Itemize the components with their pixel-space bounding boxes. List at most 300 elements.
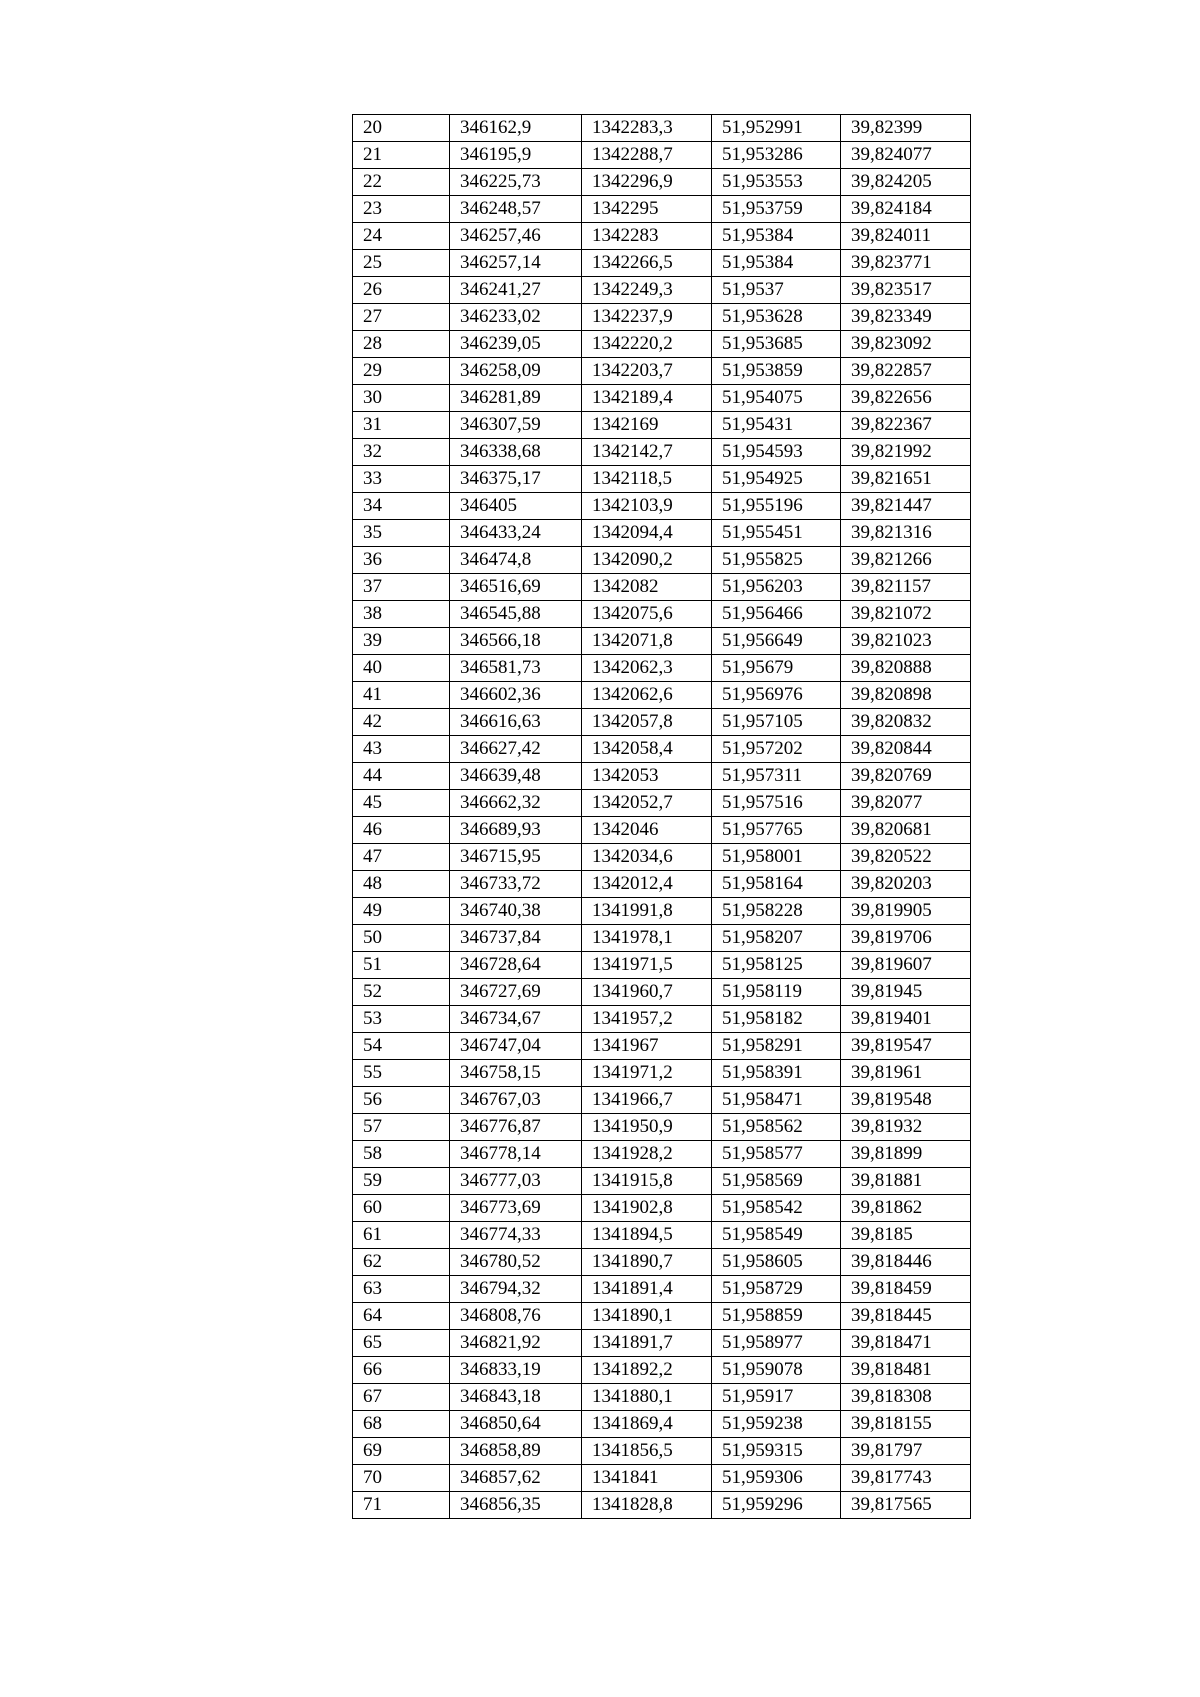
x-coordinate-cell: 346740,38	[450, 898, 582, 925]
y-coordinate-cell: 1341966,7	[582, 1087, 712, 1114]
point-number-cell: 50	[353, 925, 450, 952]
longitude-cell: 39,819547	[841, 1033, 971, 1060]
longitude-cell: 39,822857	[841, 358, 971, 385]
point-number-cell: 43	[353, 736, 450, 763]
y-coordinate-cell: 1342103,9	[582, 493, 712, 520]
longitude-cell: 39,818481	[841, 1357, 971, 1384]
longitude-cell: 39,81961	[841, 1060, 971, 1087]
x-coordinate-cell: 346774,33	[450, 1222, 582, 1249]
longitude-cell: 39,819905	[841, 898, 971, 925]
latitude-cell: 51,958569	[712, 1168, 841, 1195]
y-coordinate-cell: 1341902,8	[582, 1195, 712, 1222]
latitude-cell: 51,957311	[712, 763, 841, 790]
x-coordinate-cell: 346602,36	[450, 682, 582, 709]
x-coordinate-cell: 346248,57	[450, 196, 582, 223]
latitude-cell: 51,95917	[712, 1384, 841, 1411]
point-number-cell: 52	[353, 979, 450, 1006]
table-row	[353, 871, 971, 898]
table-row	[353, 304, 971, 331]
y-coordinate-cell: 1342249,3	[582, 277, 712, 304]
point-number-cell: 22	[353, 169, 450, 196]
longitude-cell: 39,820203	[841, 871, 971, 898]
table-row	[353, 196, 971, 223]
table-row	[353, 1222, 971, 1249]
longitude-cell: 39,824011	[841, 223, 971, 250]
x-coordinate-cell: 346662,32	[450, 790, 582, 817]
latitude-cell: 51,958119	[712, 979, 841, 1006]
latitude-cell: 51,958729	[712, 1276, 841, 1303]
latitude-cell: 51,95384	[712, 250, 841, 277]
point-number-cell: 58	[353, 1141, 450, 1168]
point-number-cell: 28	[353, 331, 450, 358]
latitude-cell: 51,958228	[712, 898, 841, 925]
table-row	[353, 1492, 971, 1519]
y-coordinate-cell: 1341957,2	[582, 1006, 712, 1033]
x-coordinate-cell: 346241,27	[450, 277, 582, 304]
point-number-cell: 26	[353, 277, 450, 304]
point-number-cell: 45	[353, 790, 450, 817]
latitude-cell: 51,954925	[712, 466, 841, 493]
latitude-cell: 51,953859	[712, 358, 841, 385]
table-row	[353, 1303, 971, 1330]
longitude-cell: 39,819706	[841, 925, 971, 952]
longitude-cell: 39,81862	[841, 1195, 971, 1222]
table-row	[353, 520, 971, 547]
latitude-cell: 51,9537	[712, 277, 841, 304]
x-coordinate-cell: 346627,42	[450, 736, 582, 763]
x-coordinate-cell: 346773,69	[450, 1195, 582, 1222]
longitude-cell: 39,81932	[841, 1114, 971, 1141]
x-coordinate-cell: 346858,89	[450, 1438, 582, 1465]
x-coordinate-cell: 346689,93	[450, 817, 582, 844]
latitude-cell: 51,958859	[712, 1303, 841, 1330]
latitude-cell: 51,957516	[712, 790, 841, 817]
y-coordinate-cell: 1342058,4	[582, 736, 712, 763]
y-coordinate-cell: 1342082	[582, 574, 712, 601]
y-coordinate-cell: 1342062,3	[582, 655, 712, 682]
y-coordinate-cell: 1341890,1	[582, 1303, 712, 1330]
latitude-cell: 51,955451	[712, 520, 841, 547]
y-coordinate-cell: 1342142,7	[582, 439, 712, 466]
longitude-cell: 39,818471	[841, 1330, 971, 1357]
table-row	[353, 844, 971, 871]
x-coordinate-cell: 346281,89	[450, 385, 582, 412]
table-row	[353, 1060, 971, 1087]
longitude-cell: 39,8185	[841, 1222, 971, 1249]
x-coordinate-cell: 346545,88	[450, 601, 582, 628]
y-coordinate-cell: 1341841	[582, 1465, 712, 1492]
table-row	[353, 250, 971, 277]
longitude-cell: 39,819401	[841, 1006, 971, 1033]
longitude-cell: 39,820832	[841, 709, 971, 736]
longitude-cell: 39,820681	[841, 817, 971, 844]
latitude-cell: 51,958542	[712, 1195, 841, 1222]
table-row	[353, 1276, 971, 1303]
y-coordinate-cell: 1342203,7	[582, 358, 712, 385]
table-row	[353, 682, 971, 709]
point-number-cell: 48	[353, 871, 450, 898]
point-number-cell: 44	[353, 763, 450, 790]
y-coordinate-cell: 1341950,9	[582, 1114, 712, 1141]
point-number-cell: 55	[353, 1060, 450, 1087]
y-coordinate-cell: 1342075,6	[582, 601, 712, 628]
x-coordinate-cell: 346733,72	[450, 871, 582, 898]
longitude-cell: 39,823092	[841, 331, 971, 358]
latitude-cell: 51,959306	[712, 1465, 841, 1492]
latitude-cell: 51,956649	[712, 628, 841, 655]
table-row	[353, 1195, 971, 1222]
table-row	[353, 1438, 971, 1465]
table-row	[353, 1465, 971, 1492]
x-coordinate-cell: 346639,48	[450, 763, 582, 790]
table-row	[353, 1033, 971, 1060]
x-coordinate-cell: 346778,14	[450, 1141, 582, 1168]
point-number-cell: 56	[353, 1087, 450, 1114]
x-coordinate-cell: 346474,8	[450, 547, 582, 574]
table-row	[353, 439, 971, 466]
table-row	[353, 466, 971, 493]
y-coordinate-cell: 1341894,5	[582, 1222, 712, 1249]
point-number-cell: 38	[353, 601, 450, 628]
point-number-cell: 27	[353, 304, 450, 331]
point-number-cell: 68	[353, 1411, 450, 1438]
longitude-cell: 39,821023	[841, 628, 971, 655]
x-coordinate-cell: 346405	[450, 493, 582, 520]
point-number-cell: 41	[353, 682, 450, 709]
x-coordinate-cell: 346758,15	[450, 1060, 582, 1087]
y-coordinate-cell: 1341915,8	[582, 1168, 712, 1195]
latitude-cell: 51,953628	[712, 304, 841, 331]
table-row	[353, 817, 971, 844]
longitude-cell: 39,818446	[841, 1249, 971, 1276]
y-coordinate-cell: 1342062,6	[582, 682, 712, 709]
table-row	[353, 1249, 971, 1276]
y-coordinate-cell: 1342090,2	[582, 547, 712, 574]
point-number-cell: 30	[353, 385, 450, 412]
y-coordinate-cell: 1342296,9	[582, 169, 712, 196]
longitude-cell: 39,823771	[841, 250, 971, 277]
table-row	[353, 358, 971, 385]
x-coordinate-cell: 346258,09	[450, 358, 582, 385]
longitude-cell: 39,81797	[841, 1438, 971, 1465]
latitude-cell: 51,959238	[712, 1411, 841, 1438]
table-row	[353, 1168, 971, 1195]
point-number-cell: 65	[353, 1330, 450, 1357]
x-coordinate-cell: 346780,52	[450, 1249, 582, 1276]
point-number-cell: 40	[353, 655, 450, 682]
longitude-cell: 39,819548	[841, 1087, 971, 1114]
longitude-cell: 39,824205	[841, 169, 971, 196]
latitude-cell: 51,956976	[712, 682, 841, 709]
y-coordinate-cell: 1342288,7	[582, 142, 712, 169]
latitude-cell: 51,953286	[712, 142, 841, 169]
table-row	[353, 142, 971, 169]
x-coordinate-cell: 346833,19	[450, 1357, 582, 1384]
point-number-cell: 42	[353, 709, 450, 736]
latitude-cell: 51,958549	[712, 1222, 841, 1249]
x-coordinate-cell: 346195,9	[450, 142, 582, 169]
y-coordinate-cell: 1341880,1	[582, 1384, 712, 1411]
x-coordinate-cell: 346734,67	[450, 1006, 582, 1033]
longitude-cell: 39,821992	[841, 439, 971, 466]
longitude-cell: 39,81881	[841, 1168, 971, 1195]
table-row	[353, 115, 971, 142]
x-coordinate-cell: 346821,92	[450, 1330, 582, 1357]
point-number-cell: 67	[353, 1384, 450, 1411]
x-coordinate-cell: 346856,35	[450, 1492, 582, 1519]
point-number-cell: 36	[353, 547, 450, 574]
latitude-cell: 51,958291	[712, 1033, 841, 1060]
x-coordinate-cell: 346776,87	[450, 1114, 582, 1141]
x-coordinate-cell: 346239,05	[450, 331, 582, 358]
y-coordinate-cell: 1341891,7	[582, 1330, 712, 1357]
point-number-cell: 64	[353, 1303, 450, 1330]
table-row	[353, 277, 971, 304]
latitude-cell: 51,956203	[712, 574, 841, 601]
table-row	[353, 898, 971, 925]
point-number-cell: 34	[353, 493, 450, 520]
longitude-cell: 39,81945	[841, 979, 971, 1006]
point-number-cell: 66	[353, 1357, 450, 1384]
table-row	[353, 790, 971, 817]
table-row	[353, 1006, 971, 1033]
y-coordinate-cell: 1341960,7	[582, 979, 712, 1006]
table-row	[353, 1141, 971, 1168]
longitude-cell: 39,821447	[841, 493, 971, 520]
y-coordinate-cell: 1342295	[582, 196, 712, 223]
table-row	[353, 574, 971, 601]
longitude-cell: 39,820522	[841, 844, 971, 871]
table-row	[353, 331, 971, 358]
y-coordinate-cell: 1342283	[582, 223, 712, 250]
y-coordinate-cell: 1342034,6	[582, 844, 712, 871]
point-number-cell: 21	[353, 142, 450, 169]
y-coordinate-cell: 1342283,3	[582, 115, 712, 142]
y-coordinate-cell: 1342046	[582, 817, 712, 844]
longitude-cell: 39,81899	[841, 1141, 971, 1168]
x-coordinate-cell: 346767,03	[450, 1087, 582, 1114]
point-number-cell: 31	[353, 412, 450, 439]
y-coordinate-cell: 1341978,1	[582, 925, 712, 952]
y-coordinate-cell: 1342094,4	[582, 520, 712, 547]
point-number-cell: 24	[353, 223, 450, 250]
table-row	[353, 601, 971, 628]
table-row	[353, 412, 971, 439]
x-coordinate-cell: 346581,73	[450, 655, 582, 682]
point-number-cell: 62	[353, 1249, 450, 1276]
point-number-cell: 23	[353, 196, 450, 223]
latitude-cell: 51,957202	[712, 736, 841, 763]
longitude-cell: 39,823517	[841, 277, 971, 304]
x-coordinate-cell: 346257,14	[450, 250, 582, 277]
latitude-cell: 51,95679	[712, 655, 841, 682]
table-row	[353, 1330, 971, 1357]
y-coordinate-cell: 1342266,5	[582, 250, 712, 277]
latitude-cell: 51,955196	[712, 493, 841, 520]
latitude-cell: 51,958605	[712, 1249, 841, 1276]
point-number-cell: 25	[353, 250, 450, 277]
longitude-cell: 39,819607	[841, 952, 971, 979]
x-coordinate-cell: 346307,59	[450, 412, 582, 439]
y-coordinate-cell: 1342169	[582, 412, 712, 439]
point-number-cell: 59	[353, 1168, 450, 1195]
x-coordinate-cell: 346737,84	[450, 925, 582, 952]
x-coordinate-cell: 346777,03	[450, 1168, 582, 1195]
x-coordinate-cell: 346566,18	[450, 628, 582, 655]
x-coordinate-cell: 346257,46	[450, 223, 582, 250]
y-coordinate-cell: 1341991,8	[582, 898, 712, 925]
point-number-cell: 70	[353, 1465, 450, 1492]
table-row	[353, 628, 971, 655]
x-coordinate-cell: 346516,69	[450, 574, 582, 601]
y-coordinate-cell: 1341890,7	[582, 1249, 712, 1276]
latitude-cell: 51,952991	[712, 115, 841, 142]
latitude-cell: 51,958207	[712, 925, 841, 952]
y-coordinate-cell: 1341928,2	[582, 1141, 712, 1168]
longitude-cell: 39,818459	[841, 1276, 971, 1303]
y-coordinate-cell: 1342189,4	[582, 385, 712, 412]
latitude-cell: 51,954075	[712, 385, 841, 412]
point-number-cell: 71	[353, 1492, 450, 1519]
y-coordinate-cell: 1341891,4	[582, 1276, 712, 1303]
x-coordinate-cell: 346225,73	[450, 169, 582, 196]
x-coordinate-cell: 346808,76	[450, 1303, 582, 1330]
longitude-cell: 39,817565	[841, 1492, 971, 1519]
longitude-cell: 39,820898	[841, 682, 971, 709]
table-row	[353, 925, 971, 952]
point-number-cell: 63	[353, 1276, 450, 1303]
longitude-cell: 39,817743	[841, 1465, 971, 1492]
table-row	[353, 952, 971, 979]
y-coordinate-cell: 1341971,5	[582, 952, 712, 979]
x-coordinate-cell: 346727,69	[450, 979, 582, 1006]
latitude-cell: 51,959078	[712, 1357, 841, 1384]
latitude-cell: 51,95384	[712, 223, 841, 250]
point-number-cell: 54	[353, 1033, 450, 1060]
longitude-cell: 39,821316	[841, 520, 971, 547]
y-coordinate-cell: 1341869,4	[582, 1411, 712, 1438]
y-coordinate-cell: 1342071,8	[582, 628, 712, 655]
longitude-cell: 39,824077	[841, 142, 971, 169]
latitude-cell: 51,958391	[712, 1060, 841, 1087]
table-row	[353, 979, 971, 1006]
y-coordinate-cell: 1341892,2	[582, 1357, 712, 1384]
longitude-cell: 39,82077	[841, 790, 971, 817]
longitude-cell: 39,821072	[841, 601, 971, 628]
point-number-cell: 60	[353, 1195, 450, 1222]
table-row	[353, 763, 971, 790]
longitude-cell: 39,82399	[841, 115, 971, 142]
latitude-cell: 51,958001	[712, 844, 841, 871]
point-number-cell: 49	[353, 898, 450, 925]
point-number-cell: 32	[353, 439, 450, 466]
y-coordinate-cell: 1342053	[582, 763, 712, 790]
latitude-cell: 51,957105	[712, 709, 841, 736]
x-coordinate-cell: 346843,18	[450, 1384, 582, 1411]
longitude-cell: 39,820769	[841, 763, 971, 790]
latitude-cell: 51,953759	[712, 196, 841, 223]
table-row	[353, 169, 971, 196]
latitude-cell: 51,954593	[712, 439, 841, 466]
latitude-cell: 51,958562	[712, 1114, 841, 1141]
table-row	[353, 1087, 971, 1114]
longitude-cell: 39,821651	[841, 466, 971, 493]
y-coordinate-cell: 1342057,8	[582, 709, 712, 736]
latitude-cell: 51,958182	[712, 1006, 841, 1033]
point-number-cell: 46	[353, 817, 450, 844]
longitude-cell: 39,821157	[841, 574, 971, 601]
point-number-cell: 33	[353, 466, 450, 493]
point-number-cell: 29	[353, 358, 450, 385]
longitude-cell: 39,818155	[841, 1411, 971, 1438]
longitude-cell: 39,818445	[841, 1303, 971, 1330]
point-number-cell: 61	[353, 1222, 450, 1249]
x-coordinate-cell: 346728,64	[450, 952, 582, 979]
table-row	[353, 493, 971, 520]
table-row	[353, 547, 971, 574]
latitude-cell: 51,957765	[712, 817, 841, 844]
point-number-cell: 47	[353, 844, 450, 871]
x-coordinate-cell: 346616,63	[450, 709, 582, 736]
y-coordinate-cell: 1342237,9	[582, 304, 712, 331]
x-coordinate-cell: 346433,24	[450, 520, 582, 547]
table-row	[353, 709, 971, 736]
x-coordinate-cell: 346850,64	[450, 1411, 582, 1438]
longitude-cell: 39,818308	[841, 1384, 971, 1411]
coordinates-table	[352, 114, 971, 1519]
latitude-cell: 51,959296	[712, 1492, 841, 1519]
table-row	[353, 1411, 971, 1438]
table-row	[353, 1357, 971, 1384]
latitude-cell: 51,958125	[712, 952, 841, 979]
y-coordinate-cell: 1342220,2	[582, 331, 712, 358]
latitude-cell: 51,953685	[712, 331, 841, 358]
latitude-cell: 51,956466	[712, 601, 841, 628]
y-coordinate-cell: 1341828,8	[582, 1492, 712, 1519]
latitude-cell: 51,953553	[712, 169, 841, 196]
y-coordinate-cell: 1342118,5	[582, 466, 712, 493]
y-coordinate-cell: 1341856,5	[582, 1438, 712, 1465]
table-row	[353, 1384, 971, 1411]
coordinates-table-body	[353, 115, 971, 1519]
table-row	[353, 736, 971, 763]
point-number-cell: 57	[353, 1114, 450, 1141]
table-row	[353, 1114, 971, 1141]
y-coordinate-cell: 1342052,7	[582, 790, 712, 817]
x-coordinate-cell: 346794,32	[450, 1276, 582, 1303]
point-number-cell: 37	[353, 574, 450, 601]
point-number-cell: 35	[353, 520, 450, 547]
y-coordinate-cell: 1341967	[582, 1033, 712, 1060]
longitude-cell: 39,820844	[841, 736, 971, 763]
latitude-cell: 51,955825	[712, 547, 841, 574]
latitude-cell: 51,958577	[712, 1141, 841, 1168]
longitude-cell: 39,824184	[841, 196, 971, 223]
point-number-cell: 39	[353, 628, 450, 655]
longitude-cell: 39,822367	[841, 412, 971, 439]
point-number-cell: 69	[353, 1438, 450, 1465]
latitude-cell: 51,959315	[712, 1438, 841, 1465]
table-row	[353, 223, 971, 250]
x-coordinate-cell: 346338,68	[450, 439, 582, 466]
x-coordinate-cell: 346857,62	[450, 1465, 582, 1492]
x-coordinate-cell: 346162,9	[450, 115, 582, 142]
table-row	[353, 655, 971, 682]
longitude-cell: 39,823349	[841, 304, 971, 331]
longitude-cell: 39,821266	[841, 547, 971, 574]
latitude-cell: 51,95431	[712, 412, 841, 439]
table-row	[353, 385, 971, 412]
